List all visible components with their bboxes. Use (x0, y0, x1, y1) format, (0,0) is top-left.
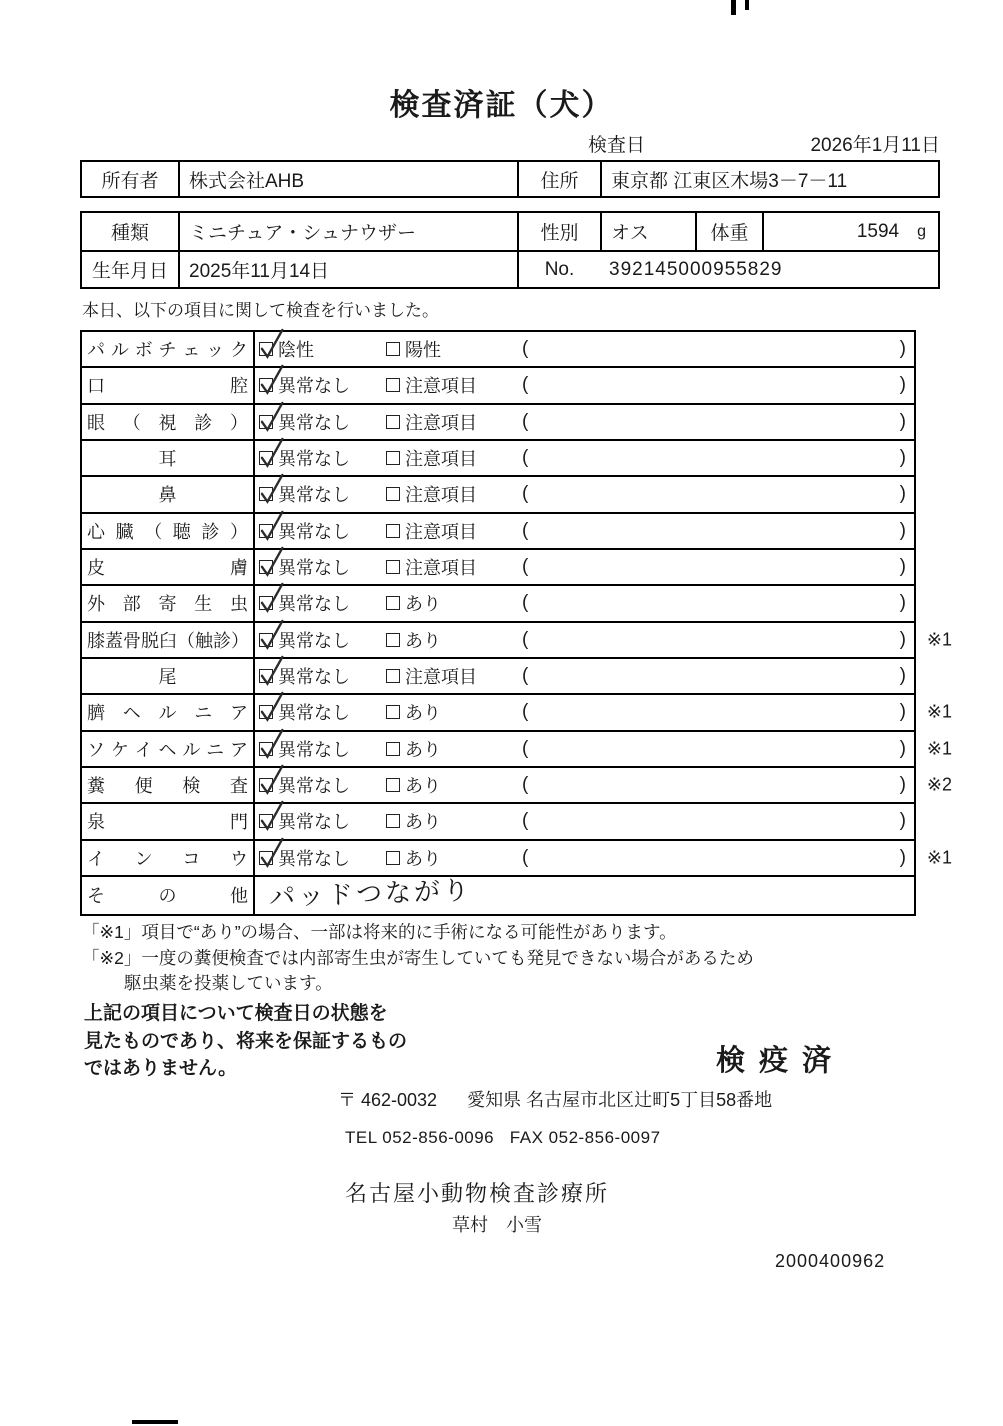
label-char: ェ (182, 340, 201, 361)
note-2-line-2: 駆虫薬を投薬しています。 (124, 973, 333, 993)
checked-option (259, 845, 386, 871)
paren-close: ) (899, 810, 906, 832)
label-char: 聴 (172, 521, 191, 542)
checklist-row (82, 693, 952, 729)
label-char: （ (122, 412, 141, 433)
checked-option (259, 772, 386, 798)
sex-label: 性別 (517, 213, 600, 250)
checkbox-checked-icon (259, 415, 273, 429)
option-label: あり (405, 630, 441, 651)
label-char: 外 (87, 594, 105, 615)
checklist-row-body (255, 368, 914, 402)
option-label: 注意項目 (405, 667, 477, 688)
label-char: コ (182, 848, 201, 869)
label-char: 便 (134, 776, 153, 797)
option-label: 陽性 (405, 340, 441, 361)
disclaimer-line-3: ではありません。 (84, 1058, 238, 1079)
result-parentheses (522, 847, 914, 869)
label-char: 診 (194, 412, 213, 433)
exam-date-label: 検査日 (588, 135, 646, 156)
label-char: ニ (194, 703, 213, 724)
checklist-row-body (255, 623, 914, 657)
breed-label: 種類 (110, 223, 149, 244)
label-char: 泉 (87, 812, 105, 833)
checklist-row (82, 475, 914, 511)
breed-value: ミニチュア・シュナウザー (178, 213, 517, 250)
label-char: 診 (201, 521, 220, 542)
disclaimer-line-2: 見たものであり、将来を保証するもの (84, 1030, 408, 1052)
checkbox-checked-icon (259, 705, 273, 719)
pet-table-row (82, 250, 938, 287)
label-char: 尾 (158, 667, 177, 688)
weight-label: 体重 (695, 213, 762, 250)
checkbox-checked-icon (259, 742, 273, 756)
unchecked-option (386, 845, 522, 871)
paren-open: ( (522, 701, 529, 723)
label-char: 鼻 (158, 485, 177, 506)
label-char: 寄 (158, 594, 177, 615)
unchecked-option (386, 627, 522, 653)
option-label: 異常なし (278, 630, 350, 651)
paren-close: ) (899, 628, 906, 650)
pet-table (80, 211, 940, 289)
checklist-row-label (82, 514, 255, 548)
address-label: 住所 (517, 162, 600, 196)
checklist-row-body (255, 550, 914, 584)
paren-open: ( (522, 519, 529, 541)
checklist-row-label (82, 804, 255, 838)
paren-open: ( (522, 628, 529, 650)
checklist-row (82, 366, 914, 402)
label-char: ） (231, 630, 249, 651)
option-label: 異常なし (278, 412, 350, 433)
unchecked-option (386, 409, 522, 435)
checklist-row-body (255, 659, 914, 693)
checkbox-unchecked-icon (386, 778, 400, 792)
result-parentheses (522, 556, 914, 578)
checkbox-checked-icon (259, 633, 273, 647)
checked-option (259, 590, 386, 616)
unchecked-option (386, 772, 522, 798)
paren-open: ( (522, 810, 529, 832)
option-label: 異常なし (278, 703, 350, 724)
label-char: ッ (206, 340, 225, 361)
paren-close: ) (899, 447, 906, 469)
checklist-row-label (82, 768, 255, 802)
postal-code: 〒 462-0032 (338, 1090, 438, 1110)
label-char: の (158, 886, 177, 907)
checklist-row (82, 512, 914, 548)
unchecked-option (386, 736, 522, 762)
checkbox-checked-icon (259, 342, 273, 356)
label-char: 臓 (115, 521, 134, 542)
option-label: あり (405, 848, 441, 869)
checklist-row (82, 766, 952, 802)
label-char: 蓋 (105, 630, 123, 651)
weight-value: 1594 (856, 220, 900, 242)
checked-option (259, 445, 386, 471)
label-char: ボ (134, 340, 153, 361)
checklist-row-label (82, 659, 255, 693)
paren-open: ( (522, 846, 529, 868)
reference-mark: ※1 (926, 629, 952, 650)
checkbox-checked-icon (259, 487, 273, 501)
address-value: 東京都 江東区木場3－7－11 (600, 162, 938, 196)
checklist-row-body (255, 441, 914, 475)
label-char: 触 (195, 630, 213, 651)
checked-option (259, 409, 386, 435)
quarantine-stamp: 検疫済 (716, 1045, 846, 1077)
checklist-row-body (255, 877, 914, 914)
notes-section (82, 920, 754, 997)
option-label: あり (405, 739, 441, 760)
result-parentheses (522, 592, 914, 614)
paren-close: ) (899, 483, 906, 505)
label-char: ア (230, 703, 248, 724)
checkbox-checked-icon (259, 524, 273, 538)
label-char: 虫 (230, 594, 248, 615)
label-char: チ (158, 340, 177, 361)
result-parentheses (522, 483, 914, 505)
paren-open: ( (522, 374, 529, 396)
checkbox-unchecked-icon (386, 851, 400, 865)
unchecked-option (386, 518, 522, 544)
option-label: 異常なし (278, 739, 350, 760)
checklist-row-body (255, 332, 914, 366)
checkbox-unchecked-icon (386, 342, 400, 356)
paren-open: ( (522, 665, 529, 687)
label-char: 検 (182, 776, 201, 797)
label-char: （ (144, 521, 163, 542)
paren-close: ) (899, 737, 906, 759)
reference-mark: ※2 (926, 774, 952, 795)
checklist-row-label (82, 623, 255, 657)
serial-number: 2000400962 (775, 1251, 886, 1271)
option-label: 異常なし (278, 376, 350, 397)
unchecked-option (386, 336, 522, 362)
option-label: 異常なし (278, 812, 350, 833)
option-label: 異常なし (278, 776, 350, 797)
checkbox-unchecked-icon (386, 524, 400, 538)
scan-artifact (132, 1420, 178, 1424)
paren-open: ( (522, 556, 529, 578)
checkbox-unchecked-icon (386, 633, 400, 647)
checkbox-checked-icon (259, 451, 273, 465)
label-char: 心 (87, 521, 105, 542)
label-char: 腔 (230, 376, 248, 397)
checklist-row-body (255, 477, 914, 511)
result-parentheses (522, 738, 914, 760)
label-char: 視 (158, 412, 177, 433)
checkbox-checked-icon (259, 851, 273, 865)
checked-option (259, 481, 386, 507)
label-char: ル (182, 739, 201, 760)
birthdate-label: 生年月日 (91, 261, 168, 282)
checklist-row-body (255, 804, 914, 838)
checklist-row (82, 439, 914, 475)
checklist-row (82, 730, 952, 766)
label-char: 臍 (87, 703, 105, 724)
checklist-row-label (82, 405, 255, 439)
footer-address-row (338, 1086, 772, 1112)
checklist-row-label (82, 732, 255, 766)
result-parentheses (522, 338, 914, 360)
option-label: 異常なし (278, 848, 350, 869)
note-1: 「※1」項目で“あり”の場合、一部は将来的に手術になる可能性があります。 (82, 922, 677, 942)
scan-artifact (731, 0, 736, 15)
label-char: ウ (229, 848, 248, 869)
checklist-row-body (255, 695, 914, 729)
result-parentheses (522, 520, 914, 542)
checkbox-unchecked-icon (386, 487, 400, 501)
checklist-row (82, 657, 914, 693)
checkbox-checked-icon (259, 814, 273, 828)
checked-option (259, 663, 386, 689)
label-char: ヘ (158, 739, 177, 760)
checklist-row (82, 802, 914, 838)
label-char: イ (87, 848, 105, 869)
option-label: 異常なし (278, 521, 350, 542)
paren-close: ) (899, 519, 906, 541)
unchecked-option (386, 663, 522, 689)
paren-open: ( (522, 338, 529, 360)
label-char: ル (110, 340, 129, 361)
reference-mark: ※1 (926, 701, 952, 722)
option-label: 注意項目 (405, 449, 477, 470)
unchecked-option (386, 554, 522, 580)
checkbox-checked-icon (259, 669, 273, 683)
checklist-row-body (255, 841, 914, 875)
result-parentheses (522, 774, 914, 796)
paren-close: ) (899, 846, 906, 868)
label-char: そ (87, 886, 105, 907)
checklist-row-body (255, 405, 914, 439)
checked-option (259, 699, 386, 725)
owner-label: 所有者 (101, 170, 159, 192)
checkbox-unchecked-icon (386, 669, 400, 683)
checked-option (259, 336, 386, 362)
label-char: 口 (87, 376, 105, 397)
option-label: 陰性 (278, 340, 314, 361)
checklist-row-body (255, 586, 914, 620)
checkbox-checked-icon (259, 378, 273, 392)
result-parentheses (522, 374, 914, 396)
checklist-table (80, 330, 952, 916)
checklist-row (82, 621, 952, 657)
checklist-row-label (82, 841, 255, 875)
paren-close: ) (899, 556, 906, 578)
no-value: 392145000955829 (609, 258, 783, 280)
checklist-row-label (82, 586, 255, 620)
label-char: 膚 (230, 558, 248, 579)
sex-value: オス (600, 213, 695, 250)
label-char: 生 (194, 594, 213, 615)
checklist-row (82, 875, 914, 914)
result-parentheses (522, 629, 914, 651)
label-char: ケ (110, 739, 129, 760)
unchecked-option (386, 481, 522, 507)
owner-value: 株式会社AHB (178, 162, 517, 196)
paren-close: ) (899, 592, 906, 614)
checkbox-checked-icon (259, 596, 273, 610)
result-parentheses (522, 810, 914, 832)
result-parentheses (522, 411, 914, 433)
paren-open: ( (522, 774, 529, 796)
checklist-row-label (82, 877, 255, 914)
label-char: ） (230, 412, 248, 433)
checklist-row-label (82, 332, 255, 366)
paren-open: ( (522, 483, 529, 505)
checklist-row-label (82, 477, 255, 511)
clinic-name: 名古屋小動物検査診療所 (345, 1181, 610, 1206)
unchecked-option (386, 372, 522, 398)
checklist-row-label (82, 368, 255, 402)
result-parentheses (522, 447, 914, 469)
option-label: 異常なし (278, 667, 350, 688)
scan-artifact (745, 0, 749, 10)
label-char: ン (134, 848, 153, 869)
label-char: 臼 (159, 630, 177, 651)
label-char: 骨 (123, 630, 141, 651)
checklist-row (82, 332, 914, 366)
checked-option (259, 736, 386, 762)
paren-open: ( (522, 410, 529, 432)
checklist-row-label (82, 550, 255, 584)
label-char: 耳 (158, 449, 177, 470)
clinic-address: 愛知県 名古屋市北区辻町5丁目58番地 (467, 1090, 773, 1110)
label-char: 査 (229, 776, 248, 797)
checklist-row (82, 584, 914, 620)
label-char: ヘ (122, 703, 141, 724)
reference-mark: ※1 (926, 738, 952, 759)
checkbox-unchecked-icon (386, 378, 400, 392)
option-label: 注意項目 (405, 376, 477, 397)
option-label: 注意項目 (405, 412, 477, 433)
checkbox-unchecked-icon (386, 814, 400, 828)
label-char: ニ (206, 739, 225, 760)
option-label: 異常なし (278, 449, 350, 470)
checkbox-unchecked-icon (386, 415, 400, 429)
checklist-row (82, 548, 914, 584)
option-label: あり (405, 594, 441, 615)
unchecked-option (386, 808, 522, 834)
checkbox-unchecked-icon (386, 451, 400, 465)
checkbox-unchecked-icon (386, 705, 400, 719)
note-2-line-1: 「※2」一度の糞便検査では内部寄生虫が寄生していても発見できない場合があるため (82, 947, 754, 968)
label-char: 診 (213, 630, 231, 651)
result-parentheses (522, 701, 914, 723)
birthdate-value: 2025年11月14日 (178, 252, 517, 287)
owner-table (80, 160, 940, 198)
checklist-row-body (255, 768, 914, 802)
checked-option (259, 518, 386, 544)
label-char: 糞 (87, 776, 105, 797)
option-label: あり (405, 703, 441, 724)
exam-date-row (588, 130, 940, 157)
checkbox-unchecked-icon (386, 596, 400, 610)
label-char: （ (177, 630, 195, 651)
option-label: あり (405, 776, 441, 797)
option-label: 注意項目 (405, 558, 477, 579)
checked-option (259, 554, 386, 580)
label-char: パ (87, 340, 105, 361)
option-label: 異常なし (278, 485, 350, 506)
paren-open: ( (522, 592, 529, 614)
paren-close: ) (899, 665, 906, 687)
exam-date-value: 2026年1月11日 (810, 135, 940, 156)
checklist-row-body (255, 514, 914, 548)
pet-table-row (82, 213, 938, 250)
weight-unit: g (917, 222, 926, 240)
checkbox-checked-icon (259, 560, 273, 574)
checklist-row-body (255, 732, 914, 766)
checked-option (259, 372, 386, 398)
label-char: ソ (87, 739, 105, 760)
label-char: 眼 (87, 412, 105, 433)
checklist-row (82, 403, 914, 439)
weight-cell (762, 213, 938, 250)
option-label: 異常なし (278, 594, 350, 615)
disclaimer-text (84, 1000, 407, 1083)
option-label: 注意項目 (405, 521, 477, 542)
label-char: 皮 (87, 558, 105, 579)
checklist-row-label (82, 441, 255, 475)
paren-open: ( (522, 447, 529, 469)
label-char: ） (229, 521, 248, 542)
unchecked-option (386, 699, 522, 725)
staff-name: 草村 小雪 (452, 1215, 542, 1235)
checkbox-checked-icon (259, 778, 273, 792)
checked-option (259, 808, 386, 834)
checkbox-unchecked-icon (386, 560, 400, 574)
paren-close: ) (899, 338, 906, 360)
paren-open: ( (522, 737, 529, 759)
reference-mark: ※1 (926, 847, 952, 868)
label-char: ル (158, 703, 177, 724)
paren-close: ) (899, 701, 906, 723)
footer-tel-fax: TEL 052-856-0096 FAX 052-856-0097 (345, 1128, 661, 1147)
label-char: 部 (122, 594, 141, 615)
option-label: 異常なし (278, 558, 350, 579)
label-char: 脱 (141, 630, 159, 651)
label-char: 門 (230, 812, 248, 833)
result-parentheses (522, 665, 914, 687)
label-char: ク (229, 340, 248, 361)
label-char: 膝 (87, 630, 105, 651)
disclaimer-line-1: 上記の項目について検査日の状態を (84, 1003, 388, 1024)
no-label: No. (517, 252, 600, 287)
checkbox-unchecked-icon (386, 742, 400, 756)
checked-option (259, 627, 386, 653)
option-label: 注意項目 (405, 485, 477, 506)
label-char: 他 (230, 886, 248, 907)
label-char: ア (229, 739, 248, 760)
page-title: 検査済証（犬） (389, 89, 614, 122)
checklist-row-label (82, 695, 255, 729)
handwritten-note: パッドつながり (268, 875, 473, 913)
paren-close: ) (899, 374, 906, 396)
paren-close: ) (899, 774, 906, 796)
paren-close: ) (899, 410, 906, 432)
checklist-row (82, 839, 952, 875)
unchecked-option (386, 590, 522, 616)
unchecked-option (386, 445, 522, 471)
intro-text: 本日、以下の項目に関して検査を行いました。 (82, 301, 439, 320)
label-char: イ (134, 739, 153, 760)
option-label: あり (405, 812, 441, 833)
